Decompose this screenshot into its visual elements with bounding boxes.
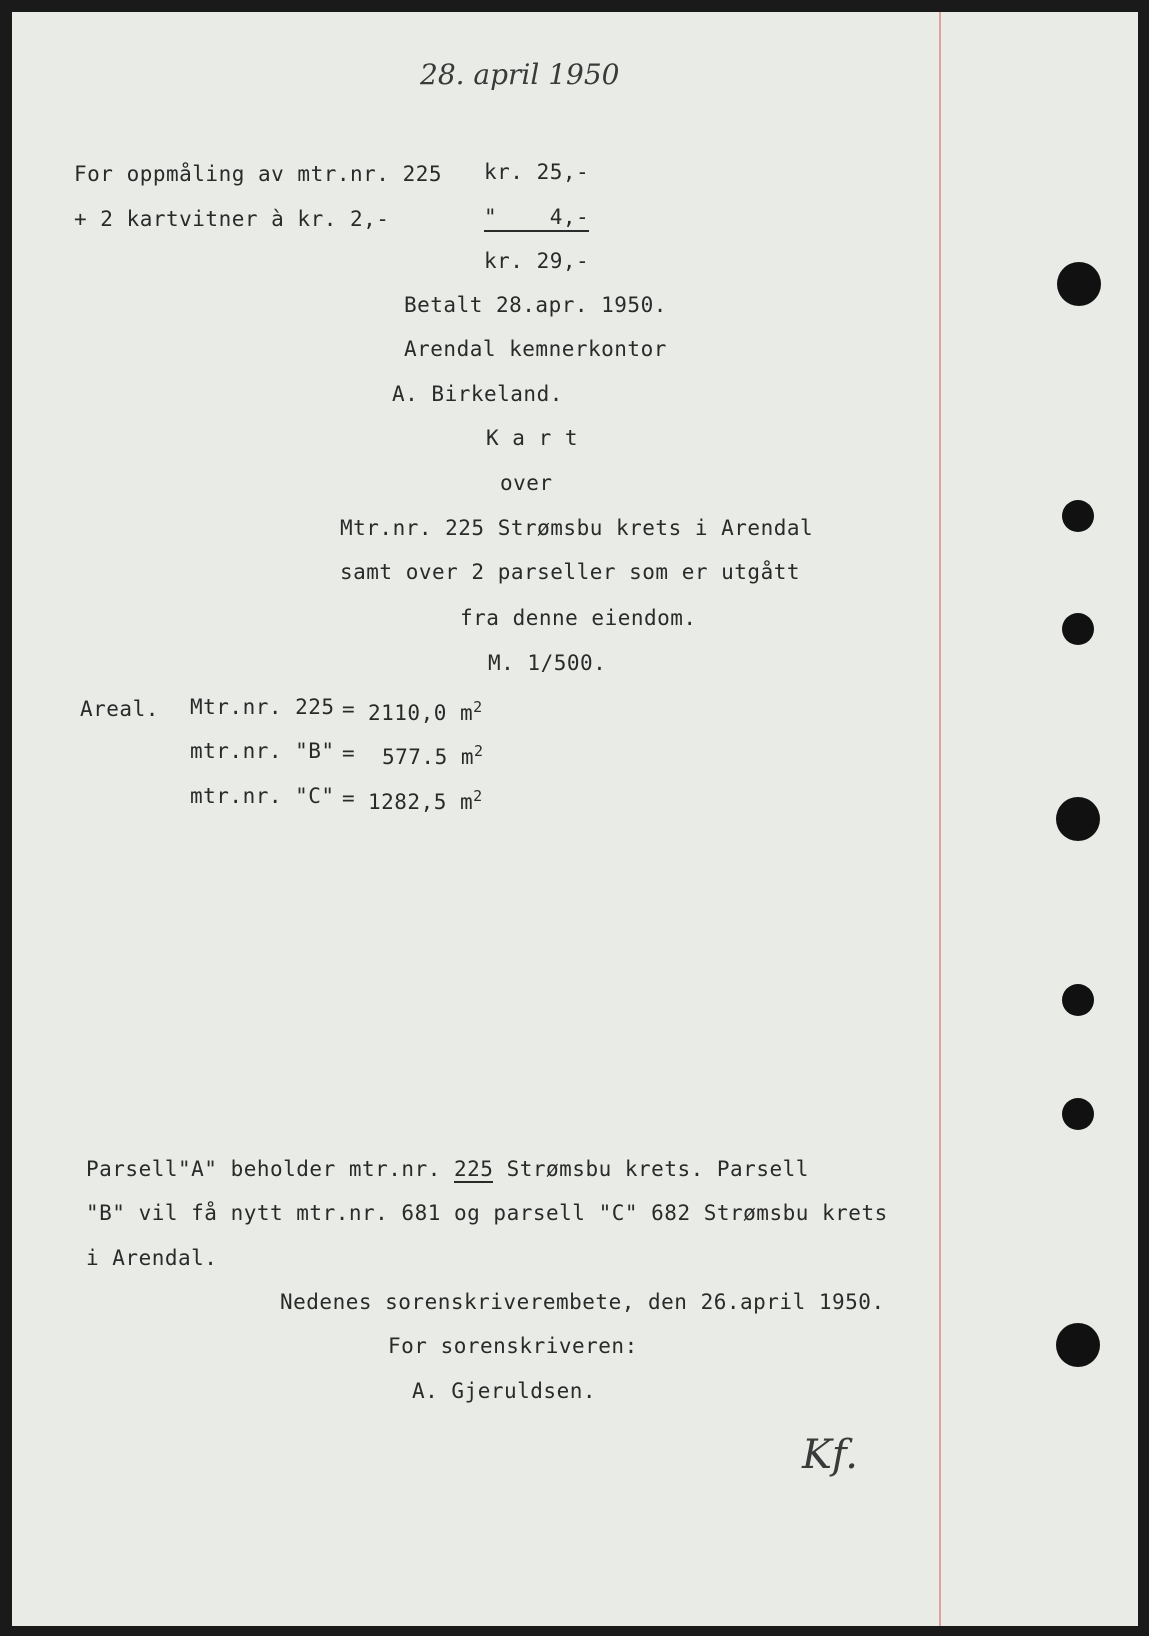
- map-scale: M. 1/500.: [488, 651, 607, 675]
- receipt-office: Arendal kemnerkontor: [404, 337, 667, 361]
- punch-hole: [1062, 1098, 1094, 1130]
- margin-line: [939, 12, 941, 1626]
- area-row-eq: =: [342, 786, 356, 810]
- area-row-value: 577.5 $m^2$: [382, 742, 484, 769]
- area-row-eq: =: [342, 697, 356, 721]
- parcel-text-line-1: Parsell"A" beholder mtr.nr. 225 Strømsbu krets. Parsell: [86, 1157, 809, 1181]
- area-row-name: mtr.nr. "B": [190, 739, 335, 763]
- punch-hole: [1056, 797, 1100, 841]
- map-title-line-5: fra denne eiendom.: [460, 606, 697, 630]
- area-row-name: Mtr.nr. 225: [190, 695, 335, 719]
- map-title-line-2: over: [500, 471, 553, 495]
- punch-hole: [1057, 262, 1101, 306]
- fee-line-1-amount: kr. 25,-: [484, 160, 590, 184]
- closing-for-line: For sorenskriveren:: [388, 1334, 638, 1358]
- parcel-text-line-3: i Arendal.: [86, 1246, 218, 1270]
- receipt-signer: A. Birkeland.: [392, 382, 563, 406]
- document-page: [12, 12, 1138, 1626]
- punch-hole: [1062, 500, 1094, 532]
- fee-total: kr. 29,-: [484, 249, 590, 273]
- area-row-value: 1282,5 $m^2$: [368, 787, 483, 814]
- underlined-number: 225: [454, 1157, 494, 1181]
- map-title-line-4: samt over 2 parseller som er utgått: [340, 560, 801, 584]
- parcel-text-line-2: "B" vil få nytt mtr.nr. 681 og parsell "C" 682 Strømsbu krets: [86, 1201, 888, 1225]
- fee-line-1-label: For oppmåling av mtr.nr. 225: [74, 162, 443, 186]
- area-row-name: mtr.nr. "C": [190, 784, 335, 808]
- map-title-line-1: K a r t: [486, 426, 579, 450]
- handwritten-date: 28. april 1950: [420, 58, 620, 91]
- map-title-line-3: Mtr.nr. 225 Strømsbu krets i Arendal: [340, 516, 814, 540]
- punch-hole: [1062, 613, 1094, 645]
- area-row-eq: =: [342, 741, 356, 765]
- closing-signer: A. Gjeruldsen.: [412, 1379, 597, 1403]
- fee-line-2-amount: " 4,-: [484, 204, 589, 232]
- area-row-value: 2110,0 $m^2$: [368, 698, 483, 725]
- punch-hole: [1056, 1323, 1100, 1367]
- receipt-paid: Betalt 28.apr. 1950.: [404, 293, 667, 317]
- handwritten-initials: Kf.: [802, 1432, 858, 1478]
- fee-line-2-label: + 2 kartvitner à kr. 2,-: [74, 207, 390, 231]
- area-label: Areal.: [80, 697, 159, 721]
- closing-place-date: Nedenes sorenskriverembete, den 26.april 1950.: [280, 1290, 885, 1314]
- punch-hole: [1062, 984, 1094, 1016]
